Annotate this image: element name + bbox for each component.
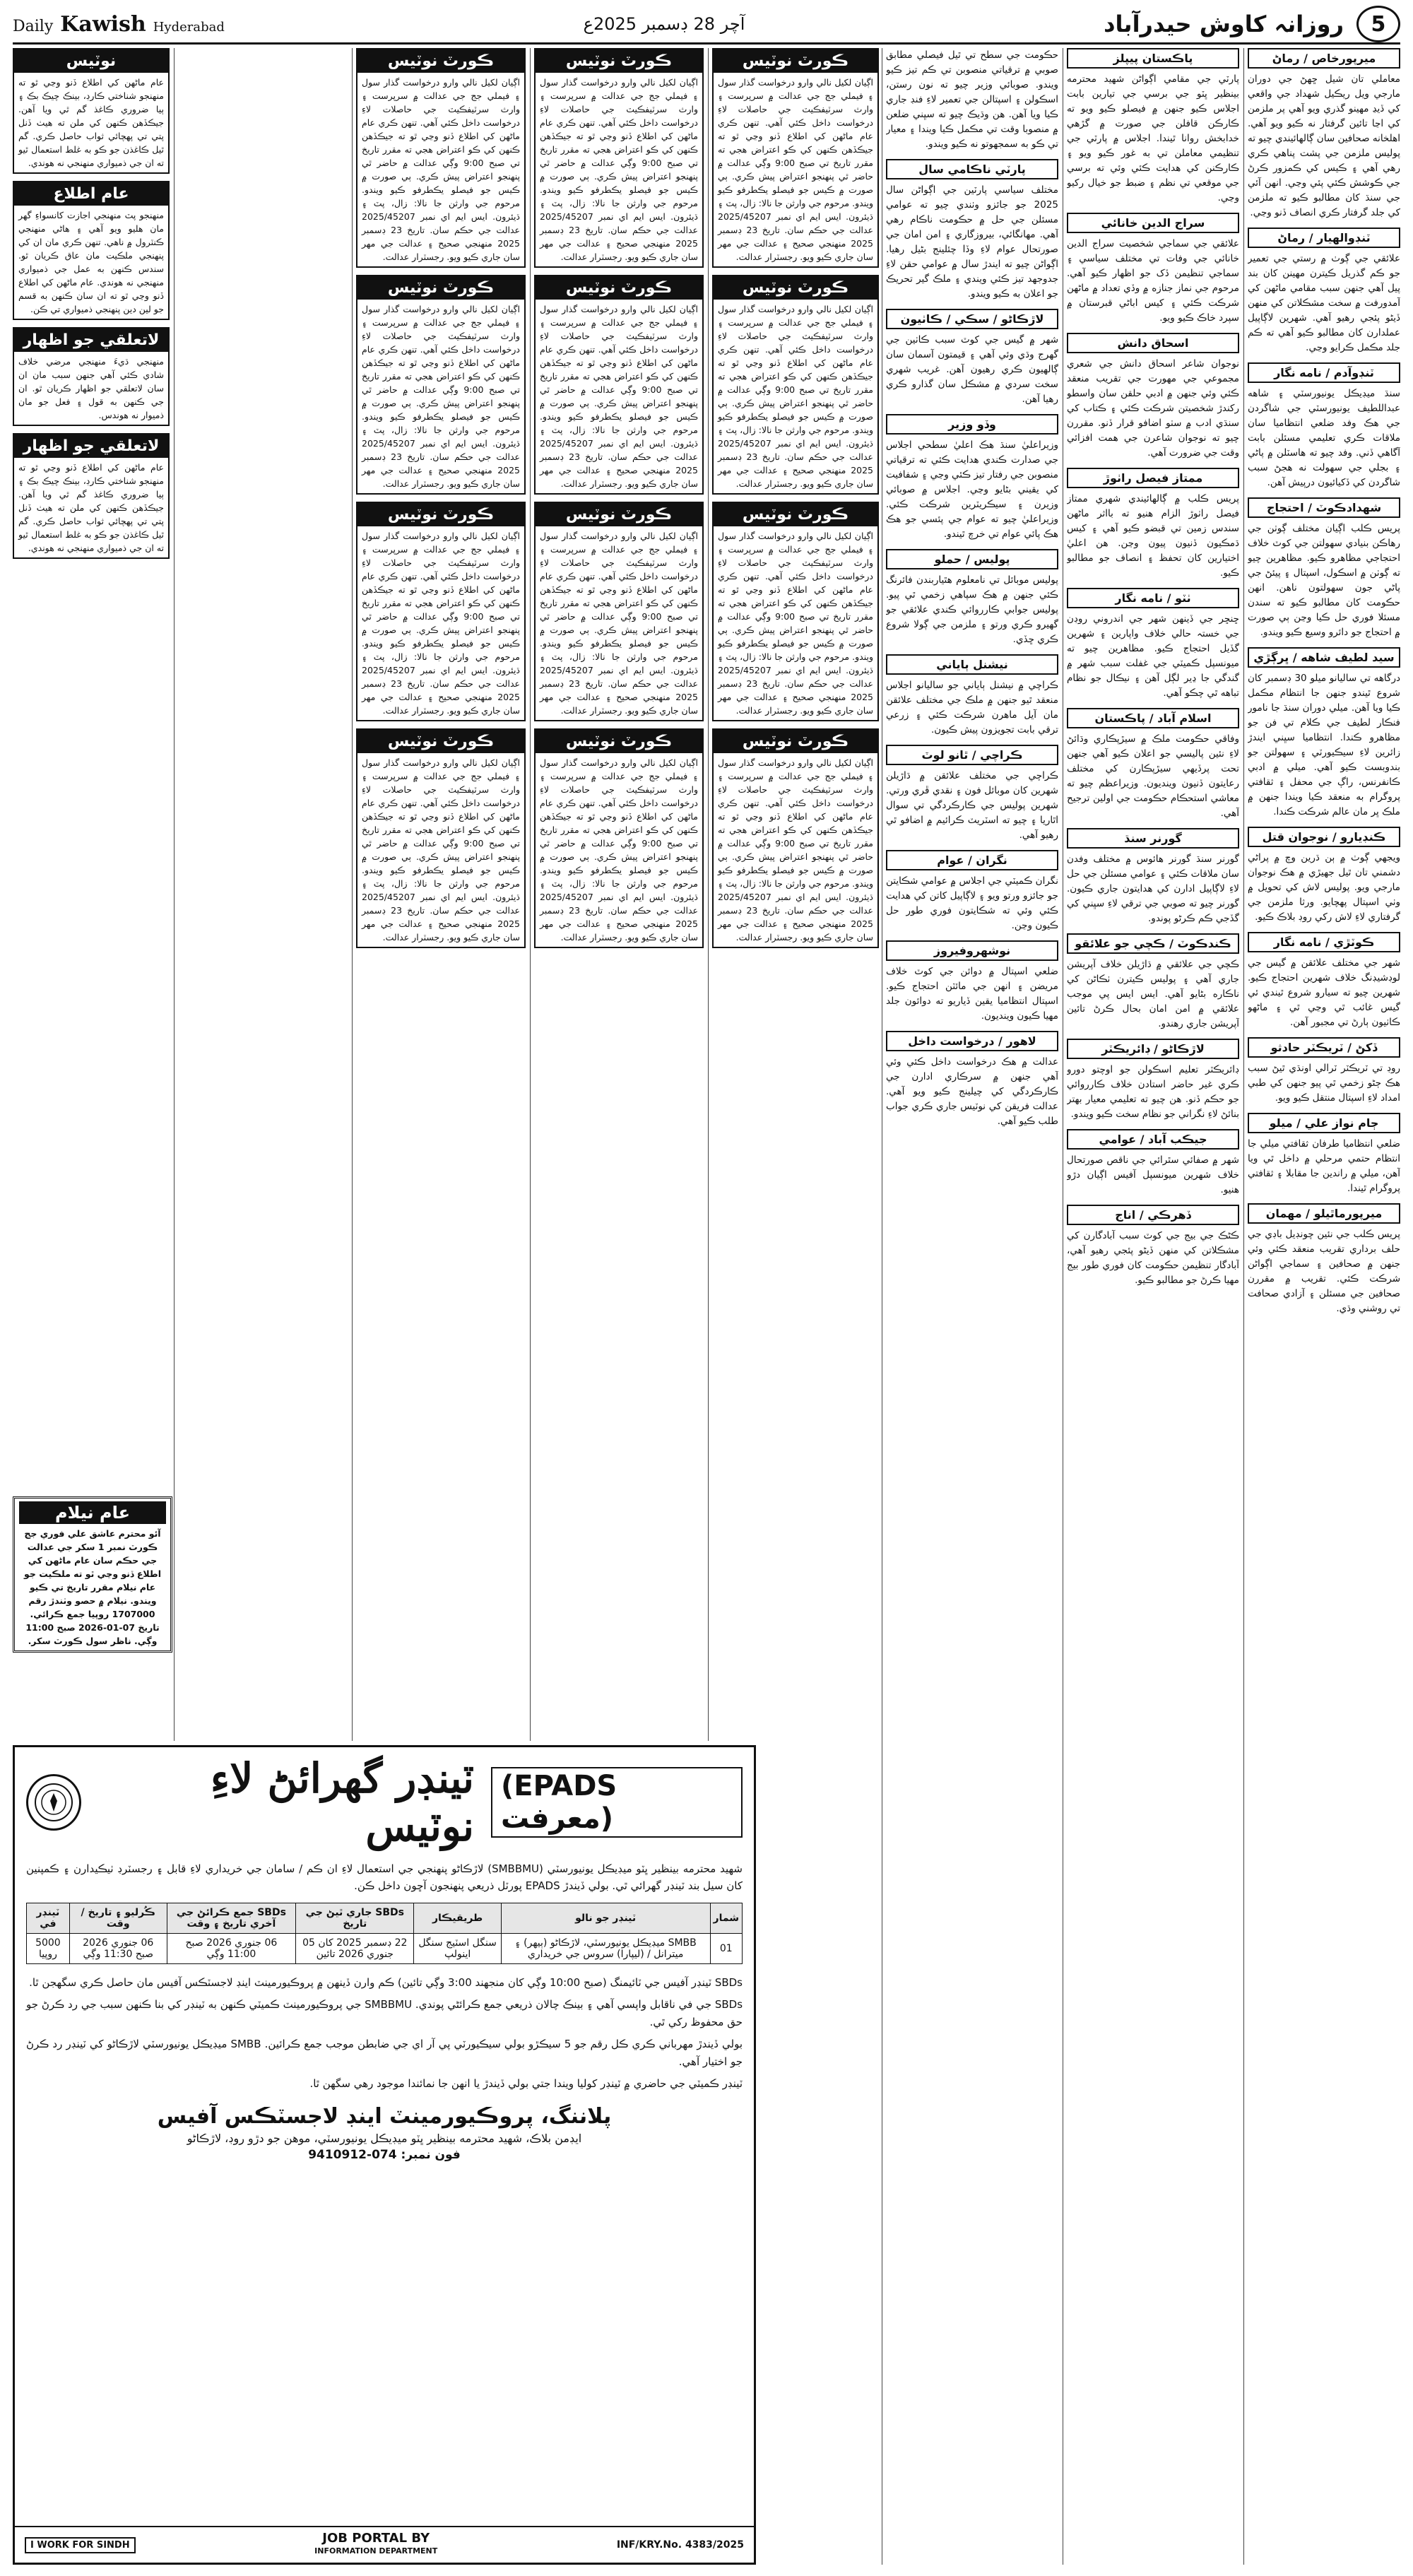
tender-advertisement: [13, 1745, 756, 2565]
court-notice: [534, 728, 704, 948]
tender-intro: شهيد محترمه بينظير ڀٽو ميڊيڪل يونيورسٽي (SMBBMU) لاڙڪاڻو پنهنجي جي استعمال لاءِ ان ڪم / سامان جي خريداري لاءِ قابل ۽ رجسٽرڊ ٺيڪيدارن ۽ ڪمپنين کان سيل بند ٽينڊر گهرائي ٿي. بولي ڏيندڙ EPADS پورٽل ذريعي پنهنجون آڇون داخل ڪن.: [26, 1862, 743, 1892]
court-notice-heading: ڪورٽ نوٽيس: [714, 276, 877, 300]
court-notice: [712, 275, 879, 495]
court-notice-body: اڳيان لکيل نالي وارو درخواست گذار سول ۽ فيملي جج جي عدالت ۾ سرپرست ۽ وارث سرٽيفڪيٽ جي حاصلات لاءِ درخواست داخل ڪئي آهي. تنهن ڪري عام ماڻهن کي اطلاع ڏنو وڃي ٿو ته جيڪڏهن ڪنهن کي ڪو اعتراض هجي ته مقرر تاريخ تي صبح 9:00 وڳي عدالت ۾ حاضر ٿي پنهنجو اعتراض پيش ڪري. ٻي صورت ۾ ڪيس جو فيصلو يڪطرفو ڪيو ويندو. مرحوم جي وارثن جا نالا: زال، پٽ ۽ ڌيئرون. ايس ايم اي نمبر 2025/45207 عدالت جي حڪم سان. تاريخ 23 ڊسمبر 2025 منهنجي صحيح ۽ عدالت جي مهر سان جاري ڪيو ويو. رجسٽرار عدالت.: [718, 757, 873, 943]
news-item: [1248, 827, 1400, 925]
news-body: علائقي جي ڳوٺ ۾ رستي جي تعمير جو ڪم گذريل ڪيترن مهينن کان بند پيل آهي جنهن سبب مقامي ماڻهن کي آمدورفت ۾ سخت مشڪلاتن کي منهن ڏيڻو پئجي رهيو آهي. شهرين لاڳاپيل عملدارن کان مطالبو ڪيو آهي ته ڪم جلد مڪمل ڪرايو وڃي.: [1248, 253, 1400, 353]
court-notice: [356, 275, 526, 495]
court-notice-heading: ڪورٽ نوٽيس: [357, 730, 524, 753]
news-body: پريس ڪلب ۾ ڳالهائيندي شهري ممتاز فيصل راٺوڙ الزام هنيو ته بااثر ماڻهن سندس زمين تي قبضو ڪيو آهي ۽ کيس ڌمڪيون ڏنيون پيون وڃن. هن اعليٰ اختيارين کان تحفظ ۽ انصاف جو مطالبو ڪيو.: [1067, 493, 1239, 579]
court-notice-body: اڳيان لکيل نالي وارو درخواست گذار سول ۽ فيملي جج جي عدالت ۾ سرپرست ۽ وارث سرٽيفڪيٽ جي حاصلات لاءِ درخواست داخل ڪئي آهي. تنهن ڪري عام ماڻهن کي اطلاع ڏنو وڃي ٿو ته جيڪڏهن ڪنهن کي ڪو اعتراض هجي ته مقرر تاريخ تي صبح 9:00 وڳي عدالت ۾ حاضر ٿي پنهنجو اعتراض پيش ڪري. ٻي صورت ۾ ڪيس جو فيصلو يڪطرفو ڪيو ويندو. مرحوم جي وارثن جا نالا: زال، پٽ ۽ ڌيئرون. ايس ايم اي نمبر 2025/45207 عدالت جي حڪم سان. تاريخ 23 ڊسمبر 2025 منهنجي صحيح ۽ عدالت جي مهر سان جاري ڪيو ويو. رجسٽرار عدالت.: [718, 531, 873, 716]
office-phone: فون نمبر: 074-9410912: [308, 2148, 461, 2162]
news-item: [1067, 333, 1239, 461]
masthead-english: [13, 12, 225, 37]
news-body: ضلعي انتظاميا طرفان ثقافتي ميلي جا انتظام حتمي مرحلي ۾ داخل ٿي ويا آهن، ميلي ۾ راندين جا مقابلا ۽ ثقافتي پروگرام ٿيندا.: [1248, 1138, 1400, 1194]
news-body: شهر جي مختلف علائقن ۾ گيس جي لوڊشيڊنگ خلاف شهرين احتجاج ڪيو. شهرين چيو ته سيارو شروع ٿيندي ئي گيس غائب ٿي وڃي ٿي ۽ ماڻهو ڪاٺيون ٻارڻ تي مجبور آهن.: [1248, 957, 1400, 1028]
news-item: [1248, 362, 1400, 490]
auction-wrapper: [13, 1489, 172, 1653]
news-item: [1067, 213, 1239, 326]
news-body: حڪومت جي سطح تي ٿيل فيصلي مطابق صوبي ۾ ترقياتي منصوبن تي ڪم تيز ڪيو ويندو. صوبائي وزير چيو ته نون رستن، اسڪولن ۽ اسپتالن جي تعمير لاءِ فنڊ جاري ڪيا ويا آهن. هن وڌيڪ چيو ته سڀني ضلعن ۾ منصوبا وقت تي مڪمل ڪيا ويندا ۽ معيار تي ڪو به سمجهوتو نه ڪيو ويندو.: [886, 49, 1058, 150]
news-headline: شهدادڪوٽ / احتجاج: [1248, 497, 1400, 518]
court-notice-column-2: [534, 48, 704, 1741]
tender-term: SBDs جي في ناقابل واپسي آهي ۽ بينڪ چالان ذريعي جمع ڪرائڻي پوندي. SMBBMU جي پروڪيورمينٽ ڪميٽي ڪنهن به ٽينڊر کي بنا ڪنهن سبب جي رد ڪرڻ جو حق محفوظ رکي ٿي.: [26, 1998, 743, 2028]
court-notice-body: اڳيان لکيل نالي وارو درخواست گذار سول ۽ فيملي جج جي عدالت ۾ سرپرست ۽ وارث سرٽيفڪيٽ جي حاصلات لاءِ درخواست داخل ڪئي آهي. تنهن ڪري عام ماڻهن کي اطلاع ڏنو وڃي ٿو ته جيڪڏهن ڪنهن کي ڪو اعتراض هجي ته مقرر تاريخ تي صبح 9:00 وڳي عدالت ۾ حاضر ٿي پنهنجو اعتراض پيش ڪري. ٻي صورت ۾ ڪيس جو فيصلو يڪطرفو ڪيو ويندو. مرحوم جي وارثن جا نالا: زال، پٽ ۽ ڌيئرون. ايس ايم اي نمبر 2025/45207 عدالت جي حڪم سان. تاريخ 23 ڊسمبر 2025 منهنجي صحيح ۽ عدالت جي مهر سان جاري ڪيو ويو. رجسٽرار عدالت.: [540, 304, 698, 489]
notice-body: منهنجو پٽ منهنجي اجازت کانسواءِ گهر مان هليو ويو آهي ۽ هاڻي منهنجي ڪنٽرول ۾ ناهي. تنهن ڪري مان ان کي پنهنجي ملڪيت مان عاق ڪريان ٿو. سندس ڪنهن به عمل جي ذميواري منهنجي نه هوندي. عام ماڻهن کي اطلاع ڏنو وڃي ٿو ته ان سان ڪنهن به قسم جو لين دين پنهنجي ذميواري تي ڪن.: [18, 210, 164, 314]
notice-body: عام ماڻهن کي اطلاع ڏنو وڃي ٿو ته منهنجو شناختي ڪارڊ، بينڪ چيڪ بڪ ۽ ٻيا ضروري ڪاغذ گم ٿي ويا آهن. جيڪڏهن ڪنهن کي ملن ته هيٺ ڏنل پتي تي پهچائي ثواب حاصل ڪري. گم ٿيل ڪاغذن جو ڪو به غلط استعمال ٿيو ته ان جي ذميواري منهنجي نه هوندي.: [18, 462, 164, 553]
news-item: [886, 414, 1058, 542]
court-notice-body: اڳيان لکيل نالي وارو درخواست گذار سول ۽ فيملي جج جي عدالت ۾ سرپرست ۽ وارث سرٽيفڪيٽ جي حاصلات لاءِ درخواست داخل ڪئي آهي. تنهن ڪري عام ماڻهن کي اطلاع ڏنو وڃي ٿو ته جيڪڏهن ڪنهن کي ڪو اعتراض هجي ته مقرر تاريخ تي صبح 9:00 وڳي عدالت ۾ حاضر ٿي پنهنجو اعتراض پيش ڪري. ٻي صورت ۾ ڪيس جو فيصلو يڪطرفو ڪيو ويندو. مرحوم جي وارثن جا نالا: زال، پٽ ۽ ڌيئرون. ايس ايم اي نمبر 2025/45207 عدالت جي حڪم سان. تاريخ 23 ڊسمبر 2025 منهنجي صحيح ۽ عدالت جي مهر سان جاري ڪيو ويو. رجسٽرار عدالت.: [540, 77, 698, 262]
tender-term: بولي ڏيندڙ مهرباني ڪري ڪل رقم جو 5 سيڪڙو بولي سيڪيورٽي پي آر اي جي ضابطن موجب جمع ڪرائين. SMBB ميڊيڪل يونيورسٽي لاڙڪاڻو کي ٽينڊر رد ڪرڻ جو اختيار آهي.: [26, 2038, 743, 2068]
news-headline: ڪندڪوٽ / ڪچي جو علائقو: [1067, 933, 1239, 954]
news-body: معاملي تان شيل ڇهڻ جي دوران مارجي ويل ريڪيل شهداد جي واقعي کي ڏيڍ مهينو گذري ويو آهي پر ملزمن کي اڃا تائين گرفتار نه ڪيو ويو آهي. اهلخانه صحافين سان ڳالهائيندي چيو ته پوليس ملزمن جي پشت پناهي ڪري رهي آهي ۽ ڪيس کي ڪمزور ڪرڻ جي ڪوشش ڪئي پئي وڃي. انهن آئي جي سنڌ کان مطالبو ڪيو ته ملزمن کي جلد گرفتار ڪري انصاف ڏنو وڃي.: [1248, 73, 1400, 218]
news-body: وزيراعليٰ سنڌ هڪ اعليٰ سطحي اجلاس جي صدارت ڪندي هدايت ڪئي ته ترقياتي منصوبن جي رفتار تيز ڪئي وڃي ۽ شفافيت کي يقيني بڻايو وڃي. اجلاس ۾ صوبائي وزيرن ۽ سيڪريٽرين شرڪت ڪئي. وزيراعليٰ چيو ته عوام جي پئسي جو هڪ هڪ پائي عوام تي خرچ ٿيندو.: [886, 439, 1058, 540]
news-body: مختلف سياسي پارٽين جي اڳواڻن سال 2025 جو جائزو وٺندي چيو ته عوامي مسئلن جي حل ۾ حڪومت ناڪام رهي آهي. مهانگائي، بيروزگاري ۽ امن امان جي صورتحال عوام لاءِ وڏا چئلينج بڻيل رهيا. اڳواڻن چيو ته ايندڙ سال ۾ عوامي حقن لاءِ جدوجهد تيز ڪئي ويندي ۽ ملڪ گير تحريڪ جو اعلان به ڪيو ويندو.: [886, 184, 1058, 300]
tender-footer: [15, 2526, 754, 2563]
news-headline: ڪوٽڙي / نامه نگار: [1248, 932, 1400, 952]
court-notice: [356, 48, 526, 268]
disassociation-notice: [13, 327, 170, 426]
news-item: [1067, 708, 1239, 821]
news-body: نوجوان شاعر اسحاق دانش جي شعري مجموعي جي مهورت جي تقريب منعقد ڪئي وئي جنهن ۾ ادبي حلقن سان واسطو رکندڙ شخصيتن شرڪت ڪئي ۽ ڪتاب کي سنڌي ادب ۾ سٺو اضافو قرار ڏنو. مقررن چيو ته نوجوان شاعرن جي همت افزائي وقت جي ضرورت آهي.: [1067, 358, 1239, 459]
masthead-city: Hyderabad: [153, 19, 225, 35]
court-notice-column-3: [356, 48, 526, 1741]
news-body: گورنر سنڌ گورنر هائوس ۾ مختلف وفدن سان ملاقات ڪئي ۽ عوامي مسئلن جي حل لاءِ لاڳاپيل ادارن کي هدايتون جاري ڪيون. گورنر چيو ته صوبي جي ترقي لاءِ سڀني کي گڏجي ڪم ڪرڻو پوندو.: [1067, 853, 1239, 924]
news-body: شهر ۾ صفائي سٿرائي جي ناقص صورتحال خلاف شهرين ميونسپل آفيس اڳيان دڙو هنيو.: [1067, 1154, 1239, 1195]
news-headline: ٽنڊوآدم / نامه نگار: [1248, 362, 1400, 383]
court-notice: [356, 502, 526, 721]
masthead-kawish: Kawish: [60, 11, 146, 37]
notice-heading: لاتعلقي جو اظهار: [14, 329, 168, 352]
court-notice: [356, 728, 526, 948]
news-column-3: [886, 48, 1058, 2565]
news-headline: اسحاق دانش: [1067, 333, 1239, 353]
court-notice-heading: ڪورٽ نوٽيس: [357, 503, 524, 526]
table-cell: 22 ڊسمبر 2025 کان 05 جنوري 2026 تائين: [296, 1934, 414, 1964]
news-item: [886, 850, 1058, 933]
court-notice-heading: ڪورٽ نوٽيس: [357, 49, 524, 73]
masthead: [13, 6, 1400, 45]
news-item: [886, 1031, 1058, 1129]
court-notice: [534, 275, 704, 495]
news-headline: لاڙڪاڻو / ڊائريڪٽر: [1067, 1039, 1239, 1059]
news-headline: ٽنڊوالهيار / رماڻ: [1248, 228, 1400, 248]
news-headline: نوشهروفيروز: [886, 940, 1058, 961]
news-headline: لاهور / درخواست داخل: [886, 1031, 1058, 1051]
news-item: [886, 48, 1058, 152]
news-body: شهر ۾ گيس جي کوٽ سبب ڪاٺين جي گهرج وڌي وئي آهي ۽ قيمتون آسمان سان ڳالهيون ڪري رهيون آهن. غريب شهري سخت سردي ۾ مشڪل سان گذارو ڪري رهيا آهن.: [886, 334, 1058, 405]
news-body: روڊ تي ٽريڪٽر ٽرالي اونڌي ٿيڻ سبب هڪ ڄڻو زخمي ٿي پيو جنهن کي طبي امداد لاءِ اسپتال منتقل ڪيو ويو.: [1248, 1063, 1400, 1104]
news-headline: ممتاز فيصل راٺوڙ: [1067, 468, 1239, 488]
news-item: [1248, 48, 1400, 220]
news-headline: ميرپورخاص / رماڻ: [1248, 48, 1400, 69]
paper-name: روزانہ کاوش حيدرآباد: [1104, 11, 1344, 37]
inf-number: INF/KRY.No. 4383/2025: [616, 2539, 744, 2551]
court-notice-heading: ڪورٽ نوٽيس: [536, 503, 702, 526]
news-headline: لاڙڪاڻو / سڪي / ڪاٺيون: [886, 309, 1058, 329]
tender-column-header: ٽينڊر جو نالو: [501, 1903, 710, 1934]
tender-column-header: ڪُرليو ۽ تاريخ / وقت: [69, 1903, 167, 1934]
news-item: [886, 309, 1058, 407]
news-item: [1248, 497, 1400, 640]
auction-body: آئو محترم عاشق علي فوري جج ڪورٽ نمبر 1 سکر جي عدالت جي حڪم سان عام ماڻهن کي اطلاع ڏنو وڃي ٿو ته ملڪيت جو عام نيلام مقرر تاريخ تي ڪيو ويندو. نيلام ۾ حصو وٺندڙ رقم 1707000 روپيا جمع ڪرائي. تاريخ 07-01-2026 صبح 11:00 وڳي. ناظر سول ڪورٽ سکر.: [24, 1528, 161, 1646]
news-item: [1067, 48, 1239, 206]
general-information-notice: [13, 181, 170, 320]
court-notice-body: اڳيان لکيل نالي وارو درخواست گذار سول ۽ فيملي جج جي عدالت ۾ سرپرست ۽ وارث سرٽيفڪيٽ جي حاصلات لاءِ درخواست داخل ڪئي آهي. تنهن ڪري عام ماڻهن کي اطلاع ڏنو وڃي ٿو ته جيڪڏهن ڪنهن کي ڪو اعتراض هجي ته مقرر تاريخ تي صبح 9:00 وڳي عدالت ۾ حاضر ٿي پنهنجو اعتراض پيش ڪري. ٻي صورت ۾ ڪيس جو فيصلو يڪطرفو ڪيو ويندو. مرحوم جي وارثن جا نالا: زال، پٽ ۽ ڌيئرون. ايس ايم اي نمبر 2025/45207 عدالت جي حڪم سان. تاريخ 23 ڊسمبر 2025 منهنجي صحيح ۽ عدالت جي مهر سان جاري ڪيو ويو. رجسٽرار عدالت.: [718, 77, 873, 262]
news-item: [1067, 468, 1239, 581]
table-cell: 5000 روپيا: [27, 1934, 70, 1964]
court-notice: [534, 48, 704, 268]
table-cell: 06 جنوري 2026 صبح 11:30 وڳي: [69, 1934, 167, 1964]
table-row: [27, 1934, 743, 1964]
court-notice: [534, 502, 704, 721]
tender-title-row: [26, 1754, 743, 1850]
notice-body: عام ماڻهن کي اطلاع ڏنو وڃي ٿو ته منهنجو شناختي ڪارڊ، بينڪ چيڪ بڪ ۽ ٻيا ضروري ڪاغذ گم ٿي ويا آهن. جيڪڏهن ڪنهن کي ملن ته هيٺ ڏنل پتي تي پهچائي ثواب حاصل ڪري. گم ٿيل ڪاغذن جو ڪو به غلط استعمال ٿيو ته ان جي ذميواري منهنجي نه هوندي.: [18, 77, 164, 168]
court-notice-body: اڳيان لکيل نالي وارو درخواست گذار سول ۽ فيملي جج جي عدالت ۾ سرپرست ۽ وارث سرٽيفڪيٽ جي حاصلات لاءِ درخواست داخل ڪئي آهي. تنهن ڪري عام ماڻهن کي اطلاع ڏنو وڃي ٿو ته جيڪڏهن ڪنهن کي ڪو اعتراض هجي ته مقرر تاريخ تي صبح 9:00 وڳي عدالت ۾ حاضر ٿي پنهنجو اعتراض پيش ڪري. ٻي صورت ۾ ڪيس جو فيصلو يڪطرفو ڪيو ويندو. مرحوم جي وارثن جا نالا: زال، پٽ ۽ ڌيئرون. ايس ايم اي نمبر 2025/45207 عدالت جي حڪم سان. تاريخ 23 ڊسمبر 2025 منهنجي صحيح ۽ عدالت جي مهر سان جاري ڪيو ويو. رجسٽرار عدالت.: [540, 757, 698, 943]
court-notice-column-1: [712, 48, 879, 1741]
news-item: [886, 654, 1058, 738]
table-cell: 06 جنوري 2026 صبح 11:00 وڳي: [167, 1934, 296, 1964]
news-headline: ڄام نواز علي / ميلو: [1248, 1113, 1400, 1133]
news-headline: ڏکڻ / ٽريڪٽر حادثو: [1248, 1037, 1400, 1058]
news-body: عدالت ۾ هڪ درخواست داخل ڪئي وئي آهي جنهن ۾ سرڪاري ادارن جي ڪارڪردگي کي چيلينج ڪيو ويو آهي. عدالت فريقن کي نوٽيس جاري ڪري جواب طلب ڪيو آهي.: [886, 1056, 1058, 1127]
court-notice-heading: ڪورٽ نوٽيس: [714, 49, 877, 73]
news-item: [1067, 1129, 1239, 1198]
column-rule: [174, 48, 175, 1741]
news-item: [1248, 1203, 1400, 1316]
column-rule: [352, 48, 353, 1741]
work-for-sindh-logo: I WORK FOR SINDH: [25, 2537, 136, 2553]
news-column-1: [1248, 48, 1400, 2565]
news-headline: پوليس / حملو: [886, 549, 1058, 569]
news-headline: ٺٽو / نامه نگار: [1067, 588, 1239, 608]
tender-column-header: ٽينڊر في: [27, 1903, 70, 1934]
classified-column: [13, 48, 170, 1741]
tender-column-header: SBDs جمع ڪرائڻ جي آخري تاريخ ۽ وقت: [167, 1903, 296, 1934]
job-portal-subtitle: INFORMATION DEPARTMENT: [314, 2546, 438, 2556]
news-item: [1248, 1037, 1400, 1106]
notice-heading: لاتعلقي جو اظهار: [14, 435, 168, 458]
court-notice-heading: ڪورٽ نوٽيس: [536, 276, 702, 300]
news-item: [1067, 933, 1239, 1032]
office-address: ايڊمن بلاڪ، شهيد محترمه بينظير ڀٽو ميڊيڪل يونيورسٽي، موهن جو دڙو روڊ، لاڙڪاڻو: [187, 2132, 582, 2145]
court-notice-heading: ڪورٽ نوٽيس: [714, 730, 877, 753]
tender-table: [26, 1903, 743, 1964]
notice-body: منهنجي ڌيءَ منهنجي مرضي خلاف شادي ڪئي آهي جنهن سبب مان ان سان لاتعلقي جو اظهار ڪريان ٿو. ان جي ڪنهن به قول ۽ فعل جو مان ذميوار نه هوندس.: [18, 356, 164, 420]
table-cell: 01: [710, 1934, 742, 1964]
news-item: [1067, 1039, 1239, 1122]
public-auction: [13, 1496, 172, 1653]
news-body: ڪراچي ۾ نيشنل ٻاياني جو ساليانو اجلاس منعقد ٿيو جنهن ۾ ملڪ جي مختلف علائقن مان آيل ماهرن شرڪت ڪئي ۽ زرعي ترقي بابت تجويزون پيش ڪيون.: [886, 680, 1058, 735]
news-body: ڊائريڪٽر تعليم اسڪولن جو اوچتو دورو ڪري غير حاضر استادن خلاف ڪارروائي جو حڪم ڏنو. هن چيو ته تعليمي معيار بهتر بنائڻ لاءِ نگراني جو نظام سخت ڪيو ويندو.: [1067, 1064, 1239, 1120]
tender-table-body: [27, 1934, 743, 1964]
tender-terms: [26, 1974, 743, 2093]
office-name: پلاننگ، پروڪيورمينٽ اينڊ لاجسٽڪس آفيس: [157, 2104, 612, 2129]
court-notice-heading: ڪورٽ نوٽيس: [714, 503, 877, 526]
news-item: [1248, 932, 1400, 1030]
news-body: ويجهي ڳوٺ ۾ ٻن ڌرين وچ ۾ پراڻي دشمني تان ٿيل جهيڙي ۾ هڪ نوجوان مارجي ويو. پوليس لاش کي تحويل ۾ وٺي اسپتال پهچايو. ورثا ملزمن جي گرفتاري لاءِ لاش رکي روڊ بلاڪ ڪيو.: [1248, 852, 1400, 923]
news-item: [1067, 828, 1239, 926]
news-body: ڪراچي جي مختلف علائقن ۾ ڌاڙيلن شهرين کان موبائل فون ۽ نقدي ڦري ورتي. شهرين پوليس جي ڪارڪردگي تي سوال اٿاريا ۽ چيو ته اسٽريٽ ڪرائيم ۾ اضافو ٿي رهيو آهي.: [886, 770, 1058, 841]
tender-term: SBDs ٽينڊر آفيس جي ٽائيمنگ (صبح 10:00 وڳي کان منجهند 3:00 وڳي تائين) ڪم وارن ڏينهن ۾ پروڪيورمينٽ اينڊ لاجسٽڪس آفيس مان حاصل ڪري سگهجن ٿا.: [29, 1976, 743, 1989]
disassociation-notice: [13, 433, 170, 559]
news-body: ضلعي اسپتال ۾ دوائن جي کوٽ خلاف مريضن ۽ انهن جي مائٽن احتجاج ڪيو. اسپتال انتظاميا يقين ڏياريو ته دوائون جلد مهيا ڪيون وينديون.: [886, 966, 1058, 1022]
notice-heading: نوٽيس: [14, 49, 168, 73]
news-body: ڇنڇر جي ڏينهن شهر جي اندروني روڊن جي خستہ حالي خلاف واپارين ۽ شهرين گڏيل احتجاج ڪيو. مظاهرين چيو ته ميونسپل ڪميٽي جي غفلت سبب شهر ۾ گندگي جا ڍير لڳل آهن ۽ نيڪال جو نظام تباهه ٿي چڪو آهي.: [1067, 613, 1239, 699]
news-body: پريس ڪلب اڳيان مختلف ڳوٺن جي رهاڪن بنيادي سهولتن جي کوٽ خلاف احتجاجي مظاهرو ڪيو. مظاهرين چيو ته ڳوٺن ۾ اسڪول، اسپتال ۽ پيئڻ جي پاڻي جون سهولتون ناهن. انهن حڪومت کان مطالبو ڪيو ته سندن مسئلا فوري حل ڪيا وڃن ٻي صورت ۾ احتجاج جو دائرو وسيع ڪيو ويندو.: [1248, 523, 1400, 638]
masthead-date: آچر 28 ڊسمبر 2025ع: [583, 14, 745, 34]
column-rule: [1243, 48, 1244, 2565]
news-headline: ڏهرڪي / اناج: [1067, 1205, 1239, 1225]
news-body: پريس ڪلب جي نئين چونڊيل باڊي جي حلف برداري تقريب منعقد ڪئي وئي جنهن ۾ صحافين ۽ سماجي اڳواڻن شرڪت ڪئي. تقريب ۾ مقررن صحافين جي مسئلن ۽ آزادي صحافت تي روشني وڌي.: [1248, 1229, 1400, 1314]
news-headline: ميرپورماٿيلو / مهمان: [1248, 1203, 1400, 1224]
notice-heading: عام اطلاع: [14, 182, 168, 206]
job-portal-title: JOB PORTAL BY: [322, 2531, 430, 2546]
news-item: [886, 745, 1058, 843]
tender-column-header: طريقيڪار: [414, 1903, 501, 1934]
tender-title: ٽينڊر گهرائڻ لاءِ نوٽيس: [210, 1754, 475, 1850]
tender-office: [26, 2104, 743, 2162]
tender-column-header: شمار: [710, 1903, 742, 1934]
news-headline: پارٽي ناڪامي سال: [886, 159, 1058, 179]
column-rule: [708, 48, 709, 1741]
news-column-2: [1067, 48, 1239, 2565]
court-notice: [712, 48, 879, 268]
court-notice-body: اڳيان لکيل نالي وارو درخواست گذار سول ۽ فيملي جج جي عدالت ۾ سرپرست ۽ وارث سرٽيفڪيٽ جي حاصلات لاءِ درخواست داخل ڪئي آهي. تنهن ڪري عام ماڻهن کي اطلاع ڏنو وڃي ٿو ته جيڪڏهن ڪنهن کي ڪو اعتراض هجي ته مقرر تاريخ تي صبح 9:00 وڳي عدالت ۾ حاضر ٿي پنهنجو اعتراض پيش ڪري. ٻي صورت ۾ ڪيس جو فيصلو يڪطرفو ڪيو ويندو. مرحوم جي وارثن جا نالا: زال، پٽ ۽ ڌيئرون. ايس ايم اي نمبر 2025/45207 عدالت جي حڪم سان. تاريخ 23 ڊسمبر 2025 منهنجي صحيح ۽ عدالت جي مهر سان جاري ڪيو ويو. رجسٽرار عدالت.: [362, 77, 520, 262]
news-body: نگران ڪميٽي جي اجلاس ۾ عوامي شڪايتن جو جائزو ورتو ويو ۽ لاڳاپيل کاتن کي هدايت ڪئي وئي ته شڪايتون فوري طور حل ڪيون وڃن.: [886, 875, 1058, 931]
news-body: درگاهه تي ساليانو ميلو 30 ڊسمبر کان شروع ٿيندو جنهن جا انتظام مڪمل ڪيا ويا آهن. ميلي دوران سنڌ جا نامور فنڪار لطيف جي ڪلام تي فن جو مظاهرو ڪندا. انتظاميا سڀني ايندڙ زائرين لاءِ سيڪيورٽي ۽ سهولتن جو بندوبست ڪيو آهي. ميلي ۾ ادبي ڪانفرنس، راڳ جي محفل ۽ ثقافتي پروگرام به منعقد ڪيا ويندا جنهن ۾ ملڪ ڀر مان عالم شرڪت ڪندا.: [1248, 673, 1400, 817]
tender-column-header: SBDs جاري ٿيڻ جي تاريخ: [296, 1903, 414, 1934]
news-item: [1067, 1205, 1239, 1288]
news-item: [1248, 1113, 1400, 1196]
court-notice-body: اڳيان لکيل نالي وارو درخواست گذار سول ۽ فيملي جج جي عدالت ۾ سرپرست ۽ وارث سرٽيفڪيٽ جي حاصلات لاءِ درخواست داخل ڪئي آهي. تنهن ڪري عام ماڻهن کي اطلاع ڏنو وڃي ٿو ته جيڪڏهن ڪنهن کي ڪو اعتراض هجي ته مقرر تاريخ تي صبح 9:00 وڳي عدالت ۾ حاضر ٿي پنهنجو اعتراض پيش ڪري. ٻي صورت ۾ ڪيس جو فيصلو يڪطرفو ڪيو ويندو. مرحوم جي وارثن جا نالا: زال، پٽ ۽ ڌيئرون. ايس ايم اي نمبر 2025/45207 عدالت جي حڪم سان. تاريخ 23 ڊسمبر 2025 منهنجي صحيح ۽ عدالت جي مهر سان جاري ڪيو ويو. رجسٽرار عدالت.: [362, 757, 520, 943]
court-notice-body: اڳيان لکيل نالي وارو درخواست گذار سول ۽ فيملي جج جي عدالت ۾ سرپرست ۽ وارث سرٽيفڪيٽ جي حاصلات لاءِ درخواست داخل ڪئي آهي. تنهن ڪري عام ماڻهن کي اطلاع ڏنو وڃي ٿو ته جيڪڏهن ڪنهن کي ڪو اعتراض هجي ته مقرر تاريخ تي صبح 9:00 وڳي عدالت ۾ حاضر ٿي پنهنجو اعتراض پيش ڪري. ٻي صورت ۾ ڪيس جو فيصلو يڪطرفو ڪيو ويندو. مرحوم جي وارثن جا نالا: زال، پٽ ۽ ڌيئرون. ايس ايم اي نمبر 2025/45207 عدالت جي حڪم سان. تاريخ 23 ڊسمبر 2025 منهنجي صحيح ۽ عدالت جي مهر سان جاري ڪيو ويو. رجسٽرار عدالت.: [718, 304, 873, 489]
news-headline: پاڪستان پيپلز: [1067, 48, 1239, 69]
page-number: 5: [1356, 6, 1400, 42]
news-headline: ڪراچي / ٿانو لوٽ: [886, 745, 1058, 765]
court-notice-body: اڳيان لکيل نالي وارو درخواست گذار سول ۽ فيملي جج جي عدالت ۾ سرپرست ۽ وارث سرٽيفڪيٽ جي حاصلات لاءِ درخواست داخل ڪئي آهي. تنهن ڪري عام ماڻهن کي اطلاع ڏنو وڃي ٿو ته جيڪڏهن ڪنهن کي ڪو اعتراض هجي ته مقرر تاريخ تي صبح 9:00 وڳي عدالت ۾ حاضر ٿي پنهنجو اعتراض پيش ڪري. ٻي صورت ۾ ڪيس جو فيصلو يڪطرفو ڪيو ويندو. مرحوم جي وارثن جا نالا: زال، پٽ ۽ ڌيئرون. ايس ايم اي نمبر 2025/45207 عدالت جي حڪم سان. تاريخ 23 ڊسمبر 2025 منهنجي صحيح ۽ عدالت جي مهر سان جاري ڪيو ويو. رجسٽرار عدالت.: [362, 304, 520, 489]
news-item: [1067, 588, 1239, 701]
news-body: پارٽي جي مقامي اڳواڻن شهيد محترمه بينظير ڀٽو جي برسي جي تيارين بابت اجلاس ڪيو جنهن ۾ فيصلو ڪيو ويو ته ڪارڪن قافلن جي صورت ۾ گڙهي خدابخش روانا ٿيندا. اجلاس ۾ پارٽي جي تنظيمي معاملن تي به غور ڪيو ويو ۽ ڪارڪنن کي هدايت ڪئي وئي ته برسي جي موقعي تي نظم ۽ ضبط جو خيال رکيو وڃي.: [1067, 73, 1239, 203]
news-headline: نيشنل ٻاياني: [886, 654, 1058, 675]
news-item: [1248, 647, 1400, 820]
tender-epads-tag: (EPADS معرفت): [491, 1767, 743, 1838]
news-body: سنڌ ميڊيڪل يونيورسٽي ۽ شاهه عبداللطيف يونيورسٽي جي شاگردن جي هڪ وفد ضلعي انتظاميا سان ملاقات ڪري تعليمي مسئلن بابت آگاهي ڏني. وفد چيو ته هاسٽلن ۾ پاڻي ۽ بجلي جي سهولت نه هجڻ سبب شاگردن کي ڏکيائيون درپيش آهن.: [1248, 388, 1400, 488]
general-notice: [13, 48, 170, 174]
news-item: [886, 549, 1058, 647]
news-body: علائقي جي سماجي شخصيت سراج الدين خانائي جي وفات تي مختلف سياسي ۽ سماجي تنظيمن ڏک جو اظهار ڪيو آهي. مرحوم جي نماز جنازه ۾ وڏي تعداد ۾ ماڻهن شرڪت ڪئي ۽ کيس اباڻي قبرستان ۾ سپرد خاڪ ڪيو ويو.: [1067, 238, 1239, 324]
column-rule: [530, 48, 531, 1741]
news-headline: سراج الدين خانائي: [1067, 213, 1239, 233]
court-notice-heading: ڪورٽ نوٽيس: [536, 49, 702, 73]
auction-heading: عام نيلام: [19, 1501, 166, 1524]
court-notice-heading: ڪورٽ نوٽيس: [357, 276, 524, 300]
news-headline: سيد لطيف شاهه / ڀرڳڙي: [1248, 647, 1400, 668]
news-item: [886, 159, 1058, 302]
news-headline: گورنر سنڌ: [1067, 828, 1239, 849]
news-body: وفاقي حڪومت ملڪ ۾ سيڙپڪاري وڌائڻ لاءِ نئين پاليسي جو اعلان ڪيو آهي جنهن تحت پرڏيهي سيڙپڪارن کي مختلف رعايتون ڏنيون وينديون. وزيراعظم چيو ته معاشي استحڪام حڪومت جي اولين ترجيح آهي.: [1067, 733, 1239, 819]
news-headline: جيڪب آباد / عوامي: [1067, 1129, 1239, 1150]
news-headline: اسلام آباد / پاڪستان: [1067, 708, 1239, 728]
news-body: ڪڻڪ جي بيج جي کوٽ سبب آبادگارن کي مشڪلاتن کي منهن ڏيڻو پئجي رهيو آهي، آبادگار تنظيمن حڪومت کان فوري طور بيج مهيا ڪرڻ جو مطالبو ڪيو.: [1067, 1230, 1239, 1286]
court-notice-heading: ڪورٽ نوٽيس: [536, 730, 702, 753]
table-cell: SMBB ميڊيڪل يونيورسٽي، لاڙڪاڻو (ٻيهر) ۽ ميترانل / (ليپارا) سروس جي خريداري: [501, 1934, 710, 1964]
news-headline: وڏو وزير: [886, 414, 1058, 435]
tender-term: ٽينڊر ڪميٽي جي حاضري ۾ ٽينڊر کوليا ويندا جتي بولي ڏيندڙ يا انهن جا نمائندا موجود رهي سگهن ٿا.: [309, 2077, 743, 2090]
masthead-daily: Daily: [13, 17, 54, 35]
table-cell: سنگل اسٽيج سنگل اينولپ: [414, 1934, 501, 1964]
job-portal-logo: [314, 2532, 437, 2558]
court-notice: [712, 502, 879, 721]
news-item: [886, 940, 1058, 1024]
news-body: ڪچي جي علائقي ۾ ڌاڙيلن خلاف آپريشن جاري آهي ۽ پوليس ڪيترن ٺڪاڻن کي ناڪاره بڻايو آهي. ايس ايس پي موجب علائقي ۾ امن امان بحال ڪرڻ تائين آپريشن جاري رهندو.: [1067, 959, 1239, 1029]
tender-table-header: [27, 1903, 743, 1934]
university-seal-icon: [26, 1774, 81, 1831]
court-notice-body: اڳيان لکيل نالي وارو درخواست گذار سول ۽ فيملي جج جي عدالت ۾ سرپرست ۽ وارث سرٽيفڪيٽ جي حاصلات لاءِ درخواست داخل ڪئي آهي. تنهن ڪري عام ماڻهن کي اطلاع ڏنو وڃي ٿو ته جيڪڏهن ڪنهن کي ڪو اعتراض هجي ته مقرر تاريخ تي صبح 9:00 وڳي عدالت ۾ حاضر ٿي پنهنجو اعتراض پيش ڪري. ٻي صورت ۾ ڪيس جو فيصلو يڪطرفو ڪيو ويندو. مرحوم جي وارثن جا نالا: زال، پٽ ۽ ڌيئرون. ايس ايم اي نمبر 2025/45207 عدالت جي حڪم سان. تاريخ 23 ڊسمبر 2025 منهنجي صحيح ۽ عدالت جي مهر سان جاري ڪيو ويو. رجسٽرار عدالت.: [362, 531, 520, 716]
news-item: [1248, 228, 1400, 355]
court-notice: [712, 728, 879, 948]
masthead-urdu: [1104, 6, 1400, 42]
news-headline: ڪنڊيارو / نوجوان قتل: [1248, 827, 1400, 847]
news-headline: نگران / عوام: [886, 850, 1058, 870]
court-notice-body: اڳيان لکيل نالي وارو درخواست گذار سول ۽ فيملي جج جي عدالت ۾ سرپرست ۽ وارث سرٽيفڪيٽ جي حاصلات لاءِ درخواست داخل ڪئي آهي. تنهن ڪري عام ماڻهن کي اطلاع ڏنو وڃي ٿو ته جيڪڏهن ڪنهن کي ڪو اعتراض هجي ته مقرر تاريخ تي صبح 9:00 وڳي عدالت ۾ حاضر ٿي پنهنجو اعتراض پيش ڪري. ٻي صورت ۾ ڪيس جو فيصلو يڪطرفو ڪيو ويندو. مرحوم جي وارثن جا نالا: زال، پٽ ۽ ڌيئرون. ايس ايم اي نمبر 2025/45207 عدالت جي حڪم سان. تاريخ 23 ڊسمبر 2025 منهنجي صحيح ۽ عدالت جي مهر سان جاري ڪيو ويو. رجسٽرار عدالت.: [540, 531, 698, 716]
news-body: پوليس موبائل تي نامعلوم هٿياربندن فائرنگ ڪئي جنهن ۾ هڪ سپاهي زخمي ٿي پيو. پوليس جوابي ڪارروائي ڪندي علائقي جو گهيرو ڪري ورتو ۽ ملزمن جي ڳولا شروع ڪري ڇڏي.: [886, 574, 1058, 645]
